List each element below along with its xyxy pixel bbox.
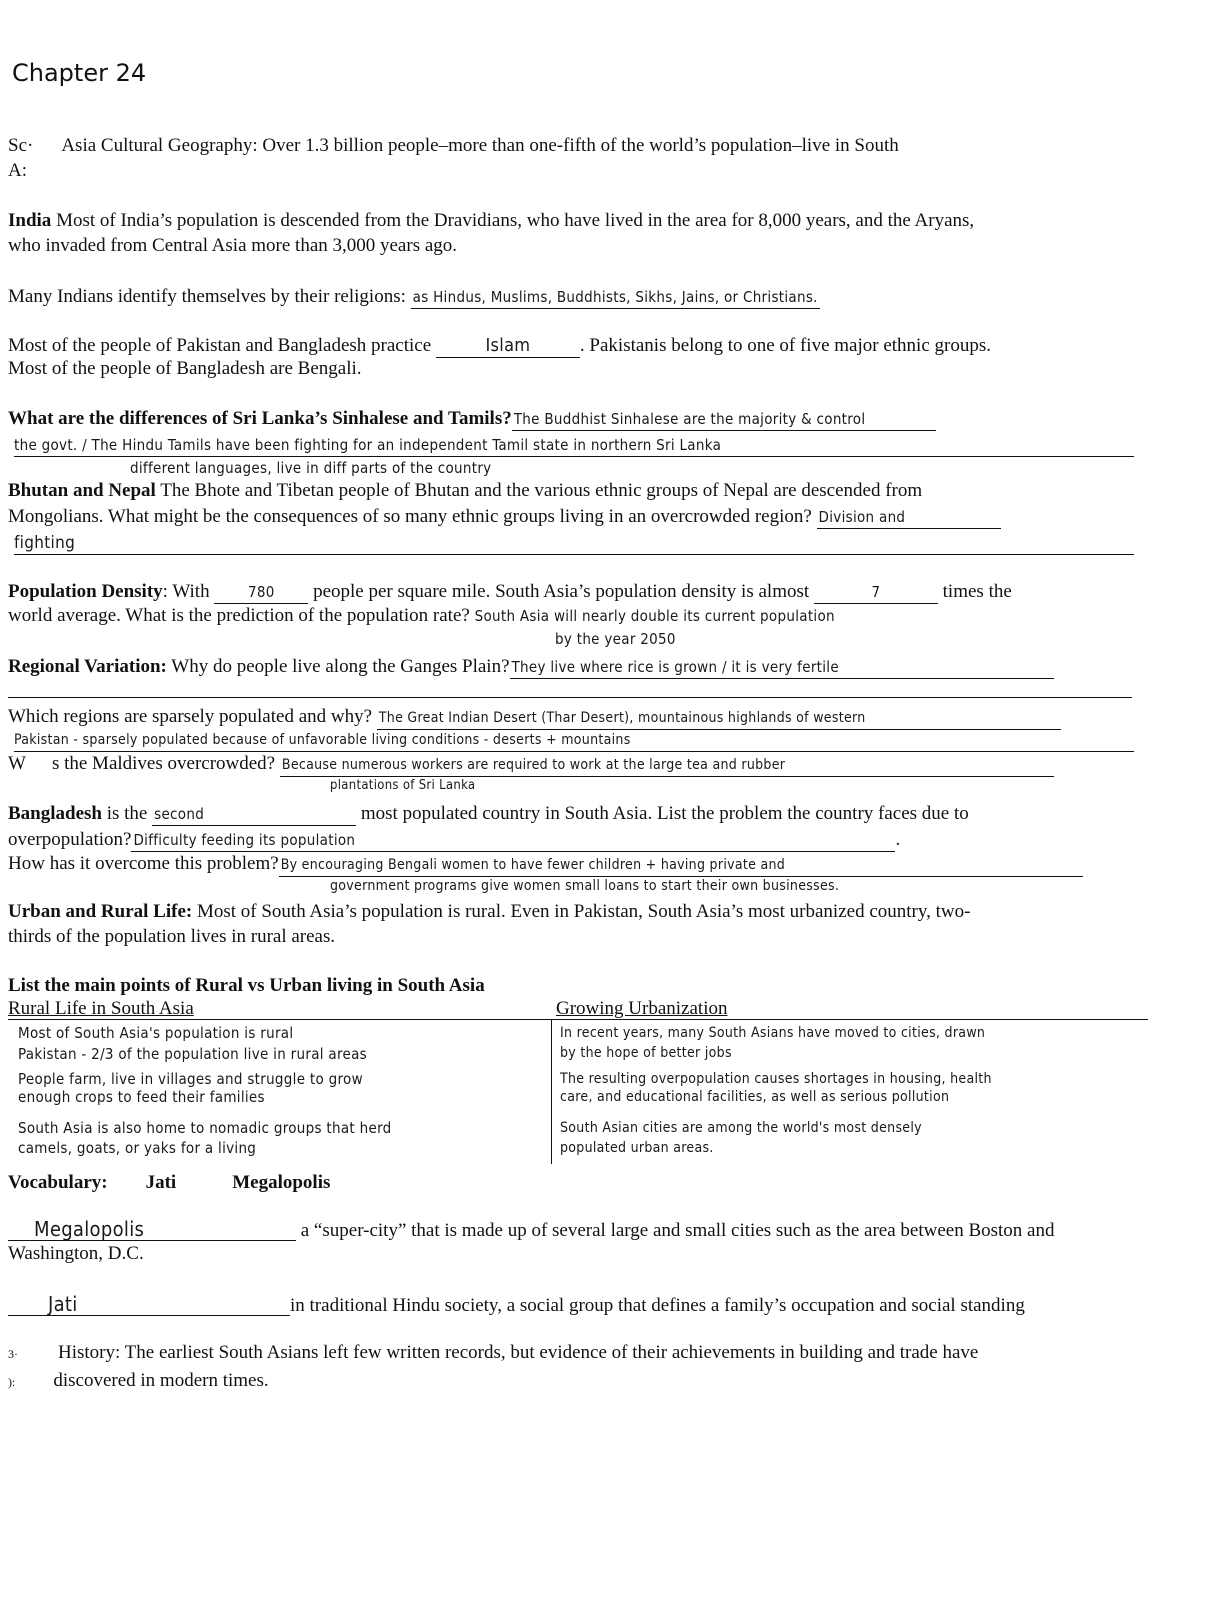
vocabulary-label: Vocabulary: [8, 1172, 108, 1193]
urban-text: Most of South Asia’s population is rural. Even in Pakistan, South Asia’s most urbanized country, two- [196, 901, 971, 922]
history-prefix: 3· [8, 1347, 18, 1361]
regional-line [8, 656, 1054, 679]
vocab-word-megalopolis: Megalopolis [232, 1172, 331, 1193]
urban-item: In recent years, many South Asians have moved to cities, drawn [560, 1025, 986, 1041]
divider [8, 697, 1132, 698]
maldives-question: s the Maldives overcrowded? [51, 753, 276, 774]
srilanka-line [8, 408, 936, 431]
density-answer-4: by the year 2050 [555, 630, 676, 648]
density-line1 [8, 581, 1012, 604]
india-line1 [8, 210, 974, 232]
bhutan-text: The Bhote and Tibetan people of Bhutan and the various ethnic groups of Nepal are descended from [160, 480, 923, 501]
religions-line [8, 286, 820, 309]
pakistan-question: Most of the people of Pakistan and Bangladesh practice [8, 335, 432, 356]
urban-header: Growing Urbanization [556, 998, 728, 1019]
table-column-divider [551, 1019, 552, 1164]
bhutan-label: Bhutan and Nepal [8, 480, 156, 501]
rural-item: enough crops to feed their families [18, 1088, 265, 1106]
density-label: Population Density [8, 581, 163, 602]
megalopolis-def-text: a “super-city” that is made up of several large and small cities such as the area between Boston and [300, 1220, 1055, 1241]
density-text-3: times the [942, 581, 1012, 602]
chapter-title: Chapter 24 [12, 59, 147, 87]
regional-answer: They live where rice is grown / it is very fertile [510, 656, 1054, 679]
bangladesh-bengali: Most of the people of Bangladesh are Bengali. [8, 358, 362, 379]
urban-item: care, and educational facilities, as well as serious pollution [560, 1089, 950, 1105]
religions-question: Many Indians identify themselves by their religions: [8, 286, 406, 307]
bhutan-line2 [8, 506, 1001, 529]
density-answer-3: South Asia will nearly double its current population [474, 607, 835, 625]
pakistan-text: . Pakistanis belong to one of five major ethnic groups. [579, 335, 991, 356]
urban-label: Urban and Rural Life: [8, 901, 193, 922]
density-question: world average. What is the prediction of the population rate? [8, 605, 470, 626]
bhutan-question: Mongolians. What might be the consequences of so many ethnic groups living in an overcrowded region? [8, 506, 812, 527]
sparse-answer-2: Pakistan - sparsely populated because of unfavorable living conditions - deserts + mountains [14, 729, 1134, 752]
density-answer-1: 780 [214, 581, 308, 604]
india-text: Most of India’s population is descended from the Dravidians, who have lived in the area for 8,000 years, and the Aryans, [56, 210, 975, 231]
intro-cont: A: [8, 160, 27, 181]
urban-item: South Asian cities are among the world's most densely [560, 1120, 922, 1136]
megalopolis-def-line2: Washington, D.C. [8, 1243, 144, 1264]
bangladesh-text-3: overpopulation? [8, 829, 132, 850]
sparse-question: Which regions are sparsely populated and why? [8, 706, 373, 727]
megalopolis-definition [8, 1218, 1054, 1242]
density-line2 [8, 605, 835, 627]
regional-label: Regional Variation: [8, 656, 167, 677]
bangladesh-line3 [8, 853, 1083, 877]
bhutan-line1 [8, 480, 922, 502]
vocabulary-line [8, 1172, 330, 1194]
bangladesh-answer-2: Difficulty feeding its population [131, 829, 895, 852]
sparse-answer-1: The Great Indian Desert (Thar Desert), mountainous highlands of western [377, 707, 1061, 730]
maldives-prefix: W [8, 753, 26, 774]
bhutan-answer-1: Division and [817, 506, 1001, 529]
rural-item: Pakistan - 2/3 of the population live in rural areas [18, 1045, 367, 1063]
maldives-answer-1: Because numerous workers are required to work at the large tea and rubber [280, 754, 1054, 777]
srilanka-answer-2: the govt. / The Hindu Tamils have been fighting for an independent Tamil state in northern Sri Lanka [14, 434, 1134, 457]
urban-line1 [8, 901, 970, 923]
urban-line2: thirds of the population lives in rural areas. [8, 926, 336, 947]
bangladesh-line2: overpopulation? Difficulty feeding its population . [8, 829, 901, 850]
bangladesh-answer-3: By encouraging Bengali women to have fewer children + having private and [279, 854, 1083, 877]
intro-text: Asia Cultural Geography: Over 1.3 billion people–more than one-fifth of the world’s population–live in South [61, 135, 899, 156]
history-text: History: The earliest South Asians left few written records, but evidence of their achievements in building and trade have [58, 1342, 979, 1363]
intro-line [8, 135, 899, 157]
history-text-2: discovered in modern times. [53, 1370, 269, 1391]
india-label: India [8, 210, 52, 231]
rural-item: camels, goats, or yaks for a living [18, 1139, 257, 1157]
srilanka-answer-1: The Buddhist Sinhalese are the majority & control [512, 408, 936, 431]
bangladesh-label: Bangladesh [8, 803, 102, 824]
rural-item: South Asia is also home to nomadic groups that herd [18, 1119, 392, 1137]
history-line2 [8, 1370, 269, 1393]
density-text-2: people per square mile. South Asia’s population density is almost [313, 581, 810, 602]
history-line1 [8, 1342, 978, 1365]
pakistan-answer: Islam [436, 335, 580, 358]
pakistan-line [8, 335, 991, 358]
urban-item: populated urban areas. [560, 1140, 714, 1156]
bangladesh-answer-4: government programs give women small loans to start their own businesses. [330, 878, 840, 894]
density-answer-2: 7 [814, 581, 938, 604]
srilanka-question: What are the differences of Sri Lanka’s Sinhalese and Tamils? [8, 408, 512, 429]
bangladesh-text-2: most populated country in South Asia. List the problem the country faces due to [360, 803, 969, 824]
bangladesh-text-1: is the [106, 803, 148, 824]
jati-definition [8, 1293, 1025, 1317]
india-line2: who invaded from Central Asia more than 3,000 years ago. [8, 235, 458, 256]
bhutan-answer-2: fighting [14, 532, 1134, 555]
maldives-line [8, 753, 1054, 777]
rural-header: Rural Life in South Asia [8, 998, 194, 1019]
bangladesh-question: How has it overcome this problem? [8, 853, 279, 874]
intro-prefix: Sc· [8, 135, 34, 156]
rural-item: Most of South Asia's population is rural [18, 1024, 294, 1042]
urban-item: The resulting overpopulation causes shortages in housing, health [560, 1071, 992, 1087]
vocab-word-jati: Jati [145, 1172, 177, 1193]
megalopolis-term: Megalopolis [8, 1218, 296, 1241]
bangladesh-line1 [8, 803, 969, 826]
table-title: List the main points of Rural vs Urban living in South Asia [8, 975, 485, 996]
rural-item: People farm, live in villages and struggle to grow [18, 1070, 363, 1088]
density-text-1: : With [162, 581, 210, 602]
religions-answer: as Hindus, Muslims, Buddhists, Sikhs, Jains, or Christians. [411, 286, 820, 309]
sparse-line [8, 706, 1061, 730]
urban-item: by the hope of better jobs [560, 1045, 732, 1061]
bangladesh-answer-1: second [152, 803, 356, 826]
history-prefix-2: ): [8, 1375, 16, 1389]
maldives-answer-2: plantations of Sri Lanka [330, 778, 476, 793]
regional-question: Why do people live along the Ganges Plain? [171, 656, 510, 677]
srilanka-answer-3: different languages, live in diff parts of the country [130, 459, 492, 477]
jati-def-text: in traditional Hindu society, a social group that defines a family’s occupation and social standing [290, 1295, 1025, 1316]
jati-term: Jati [8, 1293, 290, 1316]
table-header-rule [8, 1019, 1148, 1020]
